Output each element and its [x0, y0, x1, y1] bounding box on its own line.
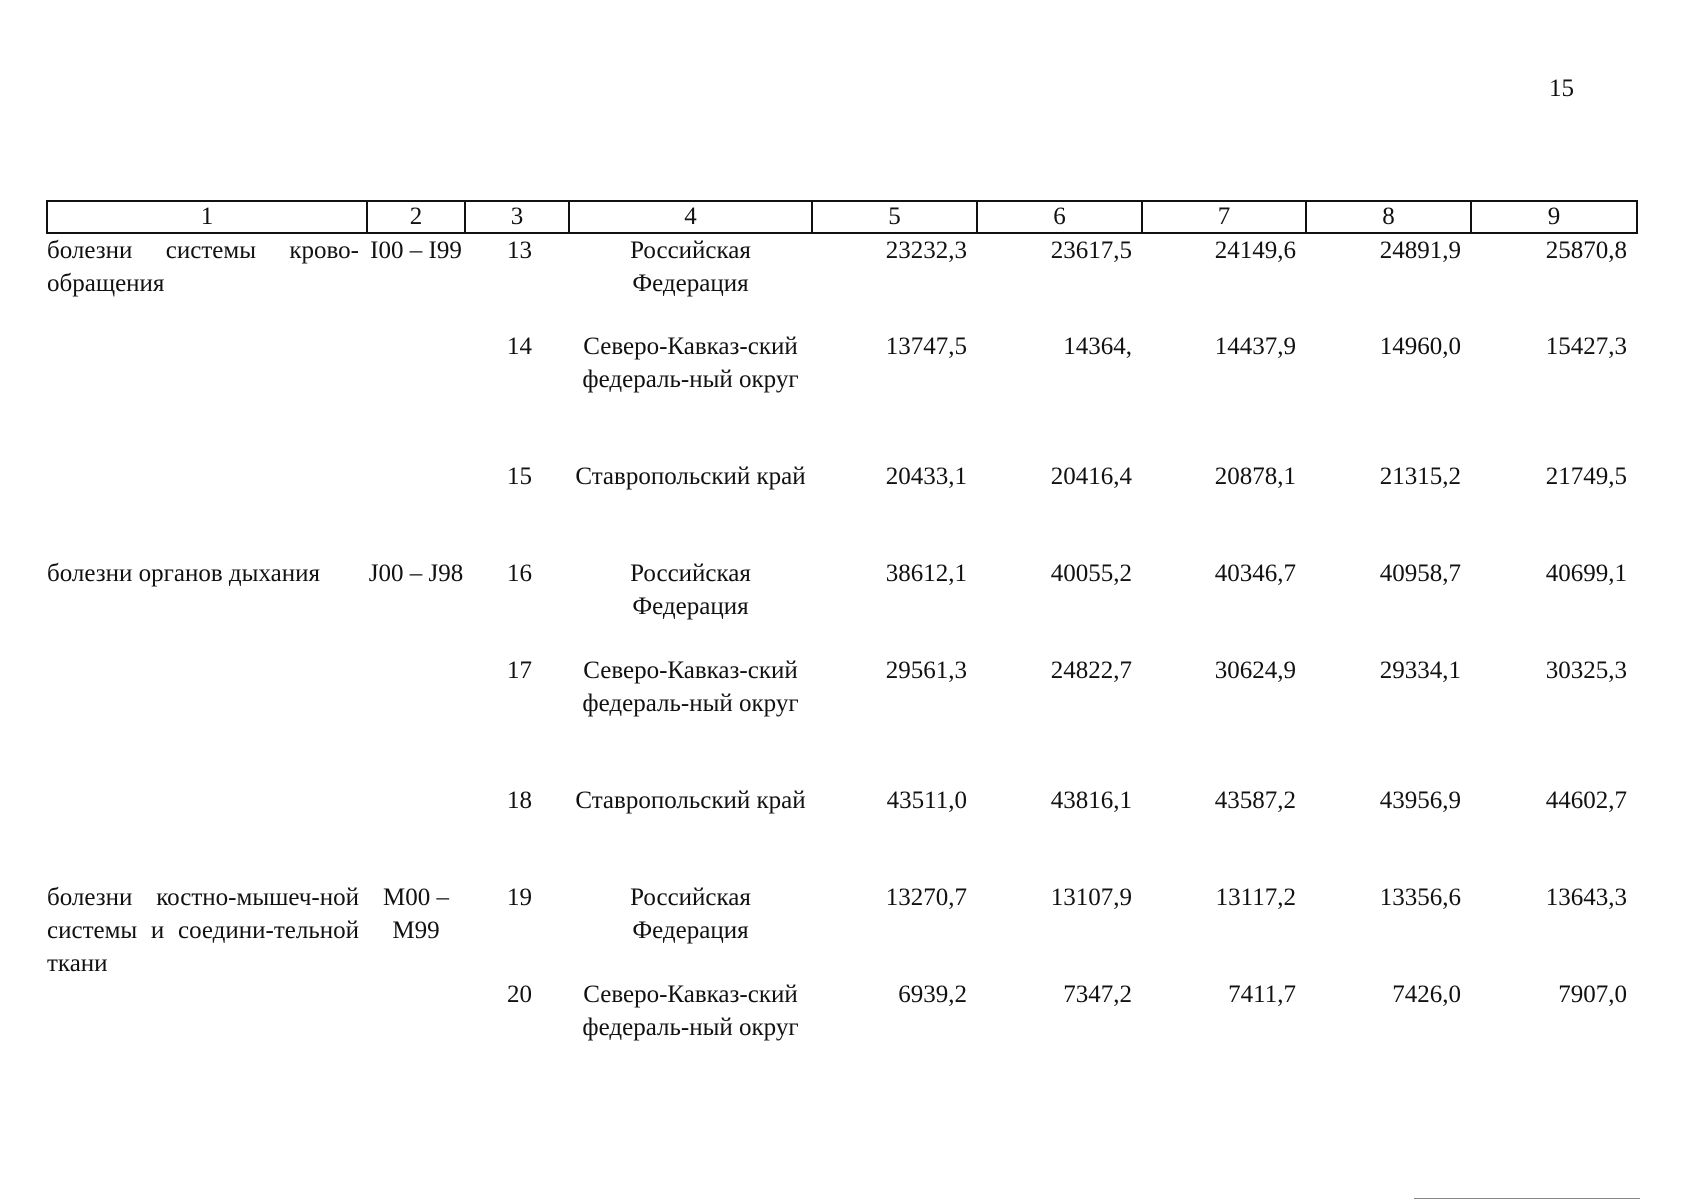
value-cell: 14437,9: [1214, 333, 1296, 360]
value-cell: 30624,9: [1214, 657, 1296, 684]
value-cell: 13356,6: [1379, 884, 1461, 911]
value-cell: 15427,3: [1545, 333, 1627, 360]
icd-code: M00 – M99: [383, 884, 449, 944]
icd-code: J00 – J98: [368, 560, 464, 587]
value-cell: 7426,0: [1392, 981, 1461, 1008]
value-cell: 40055,2: [1050, 560, 1132, 587]
column-header: 5: [812, 201, 977, 233]
value-cell: 43956,9: [1379, 787, 1461, 814]
value-cell: 40699,1: [1545, 560, 1627, 587]
column-header: 2: [367, 201, 465, 233]
value-cell: 7411,7: [1228, 981, 1296, 1008]
value-cell: 21749,5: [1545, 463, 1627, 490]
column-header: 7: [1142, 201, 1306, 233]
value-cell: 23232,3: [885, 237, 967, 264]
column-header: 8: [1306, 201, 1471, 233]
value-cell: 44602,7: [1545, 787, 1627, 814]
row-number: 18: [507, 787, 532, 814]
row-number: 17: [507, 657, 532, 684]
value-cell: 23617,5: [1050, 237, 1132, 264]
region-name: Российская Федерация: [630, 237, 751, 297]
statistics-table: [46, 200, 1638, 1088]
value-cell: 13747,5: [885, 333, 967, 360]
region-name: Российская Федерация: [630, 560, 751, 620]
value-cell: 38612,1: [885, 560, 967, 587]
value-cell: 24891,9: [1379, 237, 1461, 264]
region-name: Ставропольский край: [575, 463, 806, 490]
table-row: [47, 233, 1637, 330]
disease-name: болезни органов дыхания: [47, 560, 320, 587]
disease-name: болезни костно-мышеч-ной системы и соедини-тельной ткани: [47, 884, 359, 977]
row-number: 20: [507, 981, 532, 1008]
value-cell: 14960,0: [1379, 333, 1461, 360]
region-name: Северо-Кавказ-ский федераль-ный округ: [582, 657, 799, 717]
value-cell: 20433,1: [885, 463, 967, 490]
value-cell: 21315,2: [1379, 463, 1461, 490]
value-cell: 24822,7: [1050, 657, 1132, 684]
region-name: Российская Федерация: [630, 884, 751, 944]
row-number: 15: [507, 463, 532, 490]
column-header: 3: [465, 201, 569, 233]
value-cell: 30325,3: [1545, 657, 1627, 684]
value-cell: 40346,7: [1214, 560, 1296, 587]
row-number: 14: [507, 333, 532, 360]
value-cell: 29561,3: [885, 657, 967, 684]
value-cell: 13117,2: [1215, 884, 1296, 911]
value-cell: 24149,6: [1214, 237, 1296, 264]
value-cell: 40958,7: [1379, 560, 1461, 587]
value-cell: 43587,2: [1214, 787, 1296, 814]
value-cell: 25870,8: [1545, 237, 1627, 264]
region-name: Северо-Кавказ-ский федераль-ный округ: [582, 981, 799, 1041]
value-cell: 13643,3: [1545, 884, 1627, 911]
row-number: 16: [507, 560, 532, 587]
value-cell: 13270,7: [885, 884, 967, 911]
region-name: Северо-Кавказ-ский федераль-ный округ: [582, 333, 799, 393]
row-number: 19: [507, 884, 532, 911]
row-number: 13: [507, 237, 532, 264]
value-cell: 13107,9: [1050, 884, 1132, 911]
table-row: [47, 557, 1637, 654]
icd-code: I00 – I99: [370, 237, 462, 264]
column-number-row: [47, 201, 1637, 233]
value-cell: 20878,1: [1214, 463, 1296, 490]
page-number: 15: [1549, 75, 1574, 102]
footnote-rule: [1414, 1198, 1640, 1199]
value-cell: 14364,: [1063, 333, 1132, 360]
column-header: 9: [1471, 201, 1637, 233]
column-header: 1: [47, 201, 367, 233]
region-name: Ставропольский край: [575, 787, 806, 814]
table-row: [47, 881, 1637, 978]
value-cell: 43816,1: [1050, 787, 1132, 814]
value-cell: 29334,1: [1379, 657, 1461, 684]
column-header: 4: [569, 201, 812, 233]
disease-name: болезни системы крово-обращения: [47, 237, 359, 297]
value-cell: 7907,0: [1558, 981, 1627, 1008]
column-header: 6: [977, 201, 1142, 233]
value-cell: 43511,0: [886, 787, 967, 814]
value-cell: 6939,2: [898, 981, 967, 1008]
value-cell: 20416,4: [1050, 463, 1132, 490]
value-cell: 7347,2: [1063, 981, 1132, 1008]
